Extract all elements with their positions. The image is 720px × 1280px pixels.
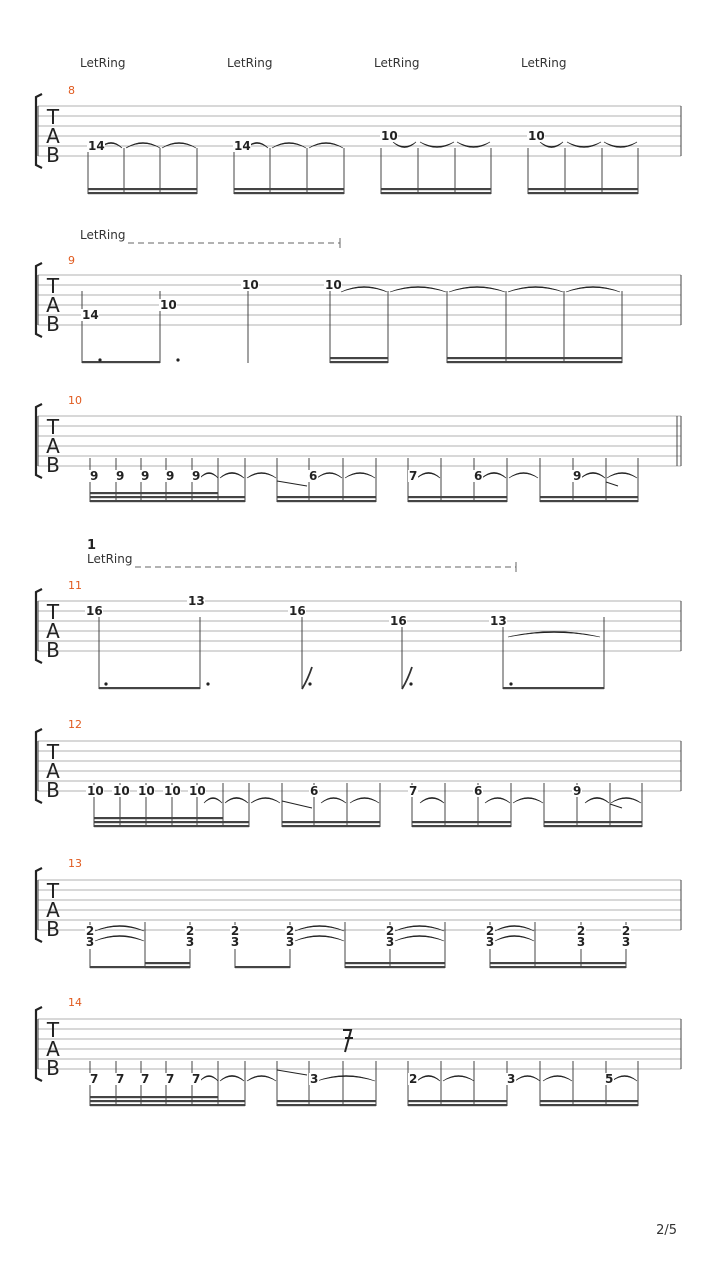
fret-number: 14 <box>82 308 99 322</box>
tie <box>317 1076 375 1082</box>
let-ring-label: LetRing <box>374 56 420 70</box>
tie <box>420 142 454 148</box>
measure-number: 13 <box>68 857 82 870</box>
chord-fret-top: 2 <box>85 924 95 938</box>
system-bracket <box>36 263 42 337</box>
fret-number: 6 <box>474 784 483 798</box>
tab-clef-letter-b: B <box>46 778 60 802</box>
page-number: 2/5 <box>656 1223 677 1238</box>
tab-system-13 <box>36 857 681 968</box>
tie <box>420 798 444 804</box>
fret-number: 6 <box>474 469 483 483</box>
tab-system-10 <box>36 394 681 502</box>
note-beam <box>90 500 245 502</box>
tie <box>543 1076 572 1082</box>
tie <box>204 798 222 804</box>
note-flag <box>302 667 312 689</box>
slide-line <box>277 481 307 486</box>
fret-number: 7 <box>141 1072 150 1086</box>
note-beam <box>408 496 507 498</box>
tie <box>449 287 505 293</box>
note-beam <box>94 821 249 823</box>
chord-fret-bottom: 3 <box>230 935 240 949</box>
note-beam <box>544 821 642 823</box>
tie <box>220 1076 244 1082</box>
fret-number: 7 <box>90 1072 99 1086</box>
system-bracket <box>36 94 42 168</box>
note-beam <box>408 500 507 502</box>
tie <box>341 287 387 293</box>
fret-number: 16 <box>86 604 103 618</box>
measure-number: 10 <box>68 394 82 407</box>
fret-number: 10 <box>325 278 342 292</box>
tie <box>508 632 600 638</box>
let-ring-label: LetRing <box>227 56 273 70</box>
chord-fret-top: 2 <box>621 924 631 938</box>
fret-number: 7 <box>166 1072 175 1086</box>
chord-fret-bottom: 3 <box>385 935 395 949</box>
note-beam <box>277 500 376 502</box>
note-beam <box>277 1104 376 1106</box>
tie <box>567 142 601 148</box>
system-bracket <box>36 1007 42 1081</box>
fret-number: 14 <box>234 139 251 153</box>
duration-dot <box>176 358 179 361</box>
tab-system-9 <box>36 228 681 363</box>
fret-number: 13 <box>188 594 205 608</box>
tie <box>200 1076 218 1082</box>
note-beam <box>345 962 445 964</box>
measure-number: 8 <box>68 84 75 97</box>
fret-number: 9 <box>573 469 582 483</box>
fret-number: 10 <box>381 129 398 143</box>
fret-number: 5 <box>605 1072 614 1086</box>
tab-system-12 <box>36 718 681 827</box>
chord-fret-bottom: 3 <box>621 935 631 949</box>
fret-number: 7 <box>409 469 418 483</box>
measure-number: 12 <box>68 718 82 731</box>
tab-clef-letter-t: T <box>46 879 60 903</box>
chord-fret-top: 2 <box>185 924 195 938</box>
tie <box>295 936 344 942</box>
slide-line <box>282 801 312 808</box>
fret-number: 2 <box>409 1072 418 1086</box>
note-beam <box>145 966 190 968</box>
note-beam <box>90 496 245 498</box>
tie <box>513 798 543 804</box>
tie <box>345 473 375 479</box>
duration-dot <box>104 682 107 685</box>
note-beam <box>145 962 190 964</box>
tie <box>482 473 506 479</box>
tie <box>509 473 538 479</box>
chord-fret-bottom: 3 <box>485 935 495 949</box>
tie <box>350 798 379 804</box>
tab-clef-letter-t: T <box>46 600 60 624</box>
chord-fret-bottom: 3 <box>85 935 95 949</box>
tab-clef-letter-a: A <box>46 1037 60 1061</box>
fret-number: 9 <box>573 784 582 798</box>
note-beam <box>282 821 380 823</box>
tie <box>417 473 440 479</box>
chord-fret-bottom: 3 <box>285 935 295 949</box>
tie <box>581 473 605 479</box>
note-beam <box>528 192 638 194</box>
note-beam <box>90 1100 245 1102</box>
measure-number: 11 <box>68 579 82 592</box>
tab-clef-letter-b: B <box>46 143 60 167</box>
tie <box>585 798 609 804</box>
note-beam <box>330 361 388 363</box>
note-beam <box>94 817 223 819</box>
tie <box>443 1076 474 1082</box>
tie <box>604 142 637 148</box>
tie <box>200 473 218 479</box>
fret-number: 9 <box>141 469 150 483</box>
tie <box>225 798 248 804</box>
fret-number: 10 <box>87 784 104 798</box>
note-beam <box>381 192 491 194</box>
tab-clef-letter-a: A <box>46 124 60 148</box>
note-beam <box>544 825 642 827</box>
note-beam <box>82 361 160 363</box>
tie <box>566 287 620 293</box>
tie <box>272 143 306 149</box>
fret-number: 9 <box>90 469 99 483</box>
note-beam <box>234 188 344 190</box>
tab-clef-letter-a: A <box>46 434 60 458</box>
measure-number: 14 <box>68 996 82 1009</box>
tie <box>95 936 144 942</box>
tie <box>321 798 346 804</box>
fret-number: 9 <box>116 469 125 483</box>
note-beam <box>235 966 290 968</box>
let-ring-label: LetRing <box>521 56 567 70</box>
chord-fret-top: 2 <box>285 924 295 938</box>
note-beam <box>88 188 197 190</box>
note-beam <box>412 825 511 827</box>
note-beam <box>528 188 638 190</box>
chord-fret-top: 2 <box>230 924 240 938</box>
tie <box>417 1076 440 1082</box>
fret-number: 13 <box>490 614 507 628</box>
system-bracket <box>36 404 42 478</box>
note-beam <box>94 825 249 827</box>
let-ring-label: LetRing <box>80 56 126 70</box>
tie <box>247 1076 276 1082</box>
note-beam <box>90 492 218 494</box>
system-bracket <box>36 589 42 663</box>
fret-number: 16 <box>289 604 306 618</box>
note-beam <box>490 962 626 964</box>
tie <box>126 143 160 149</box>
tie <box>317 473 342 479</box>
chord-fret-bottom: 3 <box>576 935 586 949</box>
note-beam <box>412 821 511 823</box>
tie <box>309 143 343 149</box>
fret-number: 6 <box>309 469 318 483</box>
system-bracket <box>36 868 42 942</box>
fret-number: 10 <box>160 298 177 312</box>
fret-number: 7 <box>192 1072 201 1086</box>
tab-clef-letter-a: A <box>46 898 60 922</box>
tab-clef-letter-t: T <box>46 1018 60 1042</box>
tab-clef-letter-b: B <box>46 312 60 336</box>
chord-fret-top: 2 <box>576 924 586 938</box>
chord-fret-bottom: 3 <box>185 935 195 949</box>
duration-dot <box>308 682 311 685</box>
note-flag <box>402 667 412 689</box>
note-beam <box>282 825 380 827</box>
let-ring-label: LetRing <box>87 552 133 566</box>
note-beam <box>345 966 445 968</box>
fret-number: 10 <box>113 784 130 798</box>
tab-clef-letter-a: A <box>46 759 60 783</box>
fret-number: 10 <box>528 129 545 143</box>
fret-number: 16 <box>390 614 407 628</box>
duration-dot <box>409 682 412 685</box>
note-beam <box>234 192 344 194</box>
tab-clef-letter-b: B <box>46 638 60 662</box>
chord-fret-top: 2 <box>485 924 495 938</box>
tab-clef-letter-b: B <box>46 453 60 477</box>
fret-number: 6 <box>310 784 319 798</box>
slide-line <box>610 804 622 808</box>
tab-clef-letter-t: T <box>46 274 60 298</box>
tie <box>612 1076 637 1082</box>
fret-number: 9 <box>166 469 175 483</box>
fret-number: 3 <box>310 1072 319 1086</box>
duration-dot <box>509 682 512 685</box>
fret-number: 3 <box>507 1072 516 1086</box>
slide-line <box>606 482 618 486</box>
tie <box>485 798 510 804</box>
ending-number: 1 <box>87 538 97 553</box>
note-beam <box>90 1104 245 1106</box>
tie <box>515 1076 540 1082</box>
tab-clef-letter-a: A <box>46 293 60 317</box>
tab-clef-letter-t: T <box>46 740 60 764</box>
fret-number: 10 <box>164 784 181 798</box>
note-beam <box>408 1104 507 1106</box>
note-beam <box>408 1100 507 1102</box>
tie <box>390 287 446 293</box>
note-beam <box>447 361 622 363</box>
tie <box>611 798 641 804</box>
fret-number: 14 <box>88 139 105 153</box>
note-beam <box>540 1104 638 1106</box>
slide-line <box>277 1070 307 1075</box>
note-beam <box>330 357 388 359</box>
tie <box>495 936 534 942</box>
chord-fret-top: 2 <box>385 924 395 938</box>
tie <box>251 798 280 804</box>
system-bracket <box>36 729 42 803</box>
tab-clef-letter-b: B <box>46 1056 60 1080</box>
fret-number: 10 <box>242 278 259 292</box>
note-beam <box>540 1100 638 1102</box>
measure-number: 9 <box>68 254 75 267</box>
fret-number: 7 <box>409 784 418 798</box>
note-beam <box>490 966 626 968</box>
tie <box>508 287 563 293</box>
tie <box>220 473 244 479</box>
duration-dot <box>98 358 101 361</box>
tie <box>162 143 196 149</box>
tab-system-8 <box>36 56 681 194</box>
note-beam <box>88 192 197 194</box>
tab-clef-letter-t: T <box>46 105 60 129</box>
note-beam <box>381 188 491 190</box>
note-beam <box>277 496 376 498</box>
tab-system-11 <box>36 538 681 689</box>
note-beam <box>503 687 604 689</box>
fret-number: 10 <box>189 784 206 798</box>
note-beam <box>540 500 638 502</box>
duration-dot <box>206 682 209 685</box>
tab-clef-letter-t: T <box>46 415 60 439</box>
tie <box>247 473 276 479</box>
tab-clef-letter-b: B <box>46 917 60 941</box>
tie <box>395 936 444 942</box>
fret-number: 10 <box>138 784 155 798</box>
tab-system-14 <box>36 996 681 1106</box>
tab-clef-letter-a: A <box>46 619 60 643</box>
tie <box>607 473 637 479</box>
let-ring-label: LetRing <box>80 228 126 242</box>
note-beam <box>540 496 638 498</box>
note-beam <box>277 1100 376 1102</box>
note-beam <box>99 687 200 689</box>
fret-number: 9 <box>192 469 201 483</box>
tie <box>457 142 490 148</box>
fret-number: 7 <box>116 1072 125 1086</box>
note-beam <box>447 357 622 359</box>
note-beam <box>90 1096 218 1098</box>
